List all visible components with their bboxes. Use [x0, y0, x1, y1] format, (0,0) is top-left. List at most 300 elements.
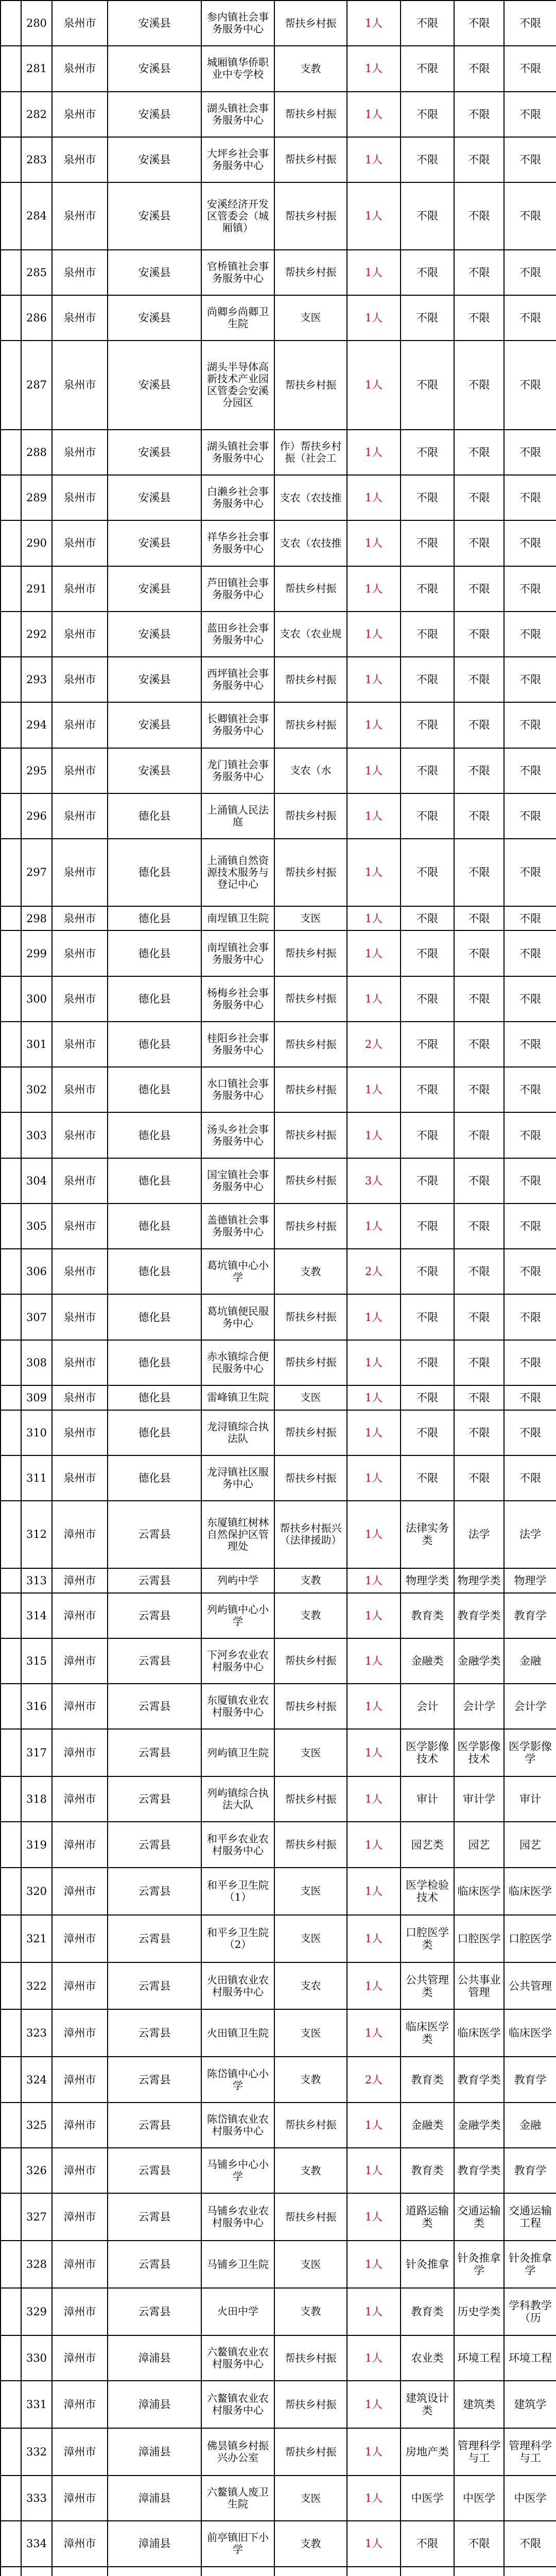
table-row	[1, 2009, 556, 2057]
city-cell: 漳州市	[52, 1776, 108, 1822]
service-unit-cell: 湖头半导体高新技术产业园区管委会安溪分园区	[201, 341, 274, 430]
county-cell: 云霄县	[108, 2009, 201, 2057]
master-major-cell: 中医学	[504, 2476, 556, 2521]
service-type-cell: 帮扶乡村振	[274, 341, 347, 430]
vocational-major-cell: 不限	[401, 1455, 454, 1501]
row-number-cell: 297	[21, 839, 52, 906]
service-type-cell: 帮扶乡村振	[274, 1022, 347, 1067]
city-cell: 漳州市	[52, 2335, 108, 2381]
bachelor-major-cell: 教育学类	[454, 2148, 504, 2193]
master-major-cell: 临床医学	[504, 2009, 556, 2057]
row-number-cell: 303	[21, 1112, 52, 1158]
row-margin	[1, 1684, 21, 1729]
service-unit-cell: 龙门镇社会事务服务中心	[201, 748, 274, 793]
row-margin	[1, 92, 21, 137]
vocational-major-cell: 中医学	[401, 2476, 454, 2521]
headcount-cell: 1人	[347, 475, 401, 520]
county-cell: 德化县	[108, 1455, 201, 1501]
row-margin	[1, 748, 21, 793]
county-cell: 安溪县	[108, 475, 201, 520]
table-row	[1, 92, 556, 137]
county-cell: 德化县	[108, 1385, 201, 1410]
city-cell: 泉州市	[52, 702, 108, 748]
city-cell: 泉州市	[52, 1158, 108, 1204]
city-cell: 泉州市	[52, 1112, 108, 1158]
headcount-cell: 1人	[347, 1568, 401, 1593]
master-major-cell: 学科教学（历	[504, 2288, 556, 2335]
master-major-cell: 不限	[504, 46, 556, 91]
row-number-cell: 290	[21, 520, 52, 566]
bachelor-major-cell: 不限	[454, 1455, 504, 1501]
table-row	[1, 1684, 556, 1729]
headcount-cell: 1人	[347, 976, 401, 1022]
city-cell: 漳州市	[52, 2241, 108, 2288]
headcount-cell: 1人	[347, 1776, 401, 1822]
master-major-cell: 不限	[504, 1455, 556, 1501]
city-cell: 漳州市	[52, 2103, 108, 2148]
vocational-major-cell: 不限	[401, 976, 454, 1022]
county-cell: 云霄县	[108, 1568, 201, 1593]
master-major-cell: 不限	[504, 702, 556, 748]
county-cell: 安溪县	[108, 46, 201, 91]
county-cell: 云霄县	[108, 2241, 201, 2288]
service-type-cell: 帮扶乡村振	[274, 702, 347, 748]
city-cell: 漳州市	[52, 1729, 108, 1776]
headcount-cell: 1人	[347, 2288, 401, 2335]
vocational-major-cell: 不限	[401, 1022, 454, 1067]
row-number-cell: 304	[21, 1158, 52, 1204]
headcount-cell: 1人	[347, 2476, 401, 2521]
city-cell: 漳州市	[52, 1822, 108, 1867]
vocational-major-cell: 不限	[401, 930, 454, 976]
master-major-cell: 公共管理	[504, 1962, 556, 2010]
service-unit-cell: 列屿镇综合执法大队	[201, 1776, 274, 1822]
table-row	[1, 976, 556, 1022]
headcount-cell: 1人	[347, 2009, 401, 2057]
service-unit-cell: 龙浔镇社区服务中心	[201, 1455, 274, 1501]
row-number-cell: 296	[21, 793, 52, 839]
headcount-cell: 1人	[347, 46, 401, 91]
row-margin	[1, 430, 21, 475]
vocational-major-cell: 农业类	[401, 2335, 454, 2381]
service-type-cell: 帮扶乡村振	[274, 2103, 347, 2148]
bachelor-major-cell: 不限	[454, 793, 504, 839]
master-major-cell: 交通运输工程	[504, 2193, 556, 2241]
vocational-major-cell: 口腔医学类	[401, 1915, 454, 1962]
row-number-cell: 300	[21, 976, 52, 1022]
city-cell: 泉州市	[52, 1340, 108, 1385]
county-cell: 安溪县	[108, 430, 201, 475]
bachelor-major-cell: 临床医学	[454, 2009, 504, 2057]
master-major-cell: 不限	[504, 1410, 556, 1455]
table-row	[1, 1340, 556, 1385]
county-cell: 安溪县	[108, 92, 201, 137]
table-row	[1, 2335, 556, 2381]
table-row	[1, 250, 556, 295]
headcount-cell: 1人	[347, 702, 401, 748]
headcount-cell: 1人	[347, 341, 401, 430]
vocational-major-cell: 不限	[401, 657, 454, 702]
city-cell: 泉州市	[52, 1067, 108, 1112]
headcount-cell: 1人	[347, 1067, 401, 1112]
service-type-cell: 帮扶乡村振	[274, 1638, 347, 1684]
city-cell: 泉州市	[52, 520, 108, 566]
county-cell: 德化县	[108, 976, 201, 1022]
master-major-cell: 口腔医学	[504, 1915, 556, 1962]
table-row	[1, 46, 556, 91]
row-margin	[1, 976, 21, 1022]
table-row	[1, 520, 556, 566]
headcount-cell: 1人	[347, 250, 401, 295]
master-major-cell: 环境工程	[504, 2335, 556, 2381]
row-margin	[1, 2241, 21, 2288]
bachelor-major-cell: 环境工程	[454, 2335, 504, 2381]
table-row	[1, 930, 556, 976]
row-number-cell: 301	[21, 1022, 52, 1067]
city-cell: 泉州市	[52, 930, 108, 976]
service-unit-cell: 上涌镇自然资源技术服务与登记中心	[201, 839, 274, 906]
row-margin	[1, 475, 21, 520]
county-cell: 德化县	[108, 1410, 201, 1455]
vocational-major-cell: 不限	[401, 1340, 454, 1385]
master-major-cell: 不限	[504, 520, 556, 566]
master-major-cell: 针灸推拿学	[504, 2241, 556, 2288]
city-cell: 漳州市	[52, 1868, 108, 1915]
vocational-major-cell: 不限	[401, 92, 454, 137]
row-margin	[1, 1067, 21, 1112]
master-major-cell: 不限	[504, 137, 556, 182]
master-major-cell: 不限	[504, 1022, 556, 1067]
city-cell: 漳州市	[52, 2476, 108, 2521]
city-cell: 泉州市	[52, 793, 108, 839]
service-unit-cell: 白濑乡社会事务服务中心	[201, 475, 274, 520]
master-major-cell: 不限	[504, 295, 556, 341]
bachelor-major-cell: 不限	[454, 2521, 504, 2566]
county-cell: 德化县	[108, 1249, 201, 1294]
city-cell: 泉州市	[52, 1022, 108, 1067]
county-cell	[108, 2567, 201, 2576]
bachelor-major-cell: 不限	[454, 1067, 504, 1112]
row-number-cell: 319	[21, 1822, 52, 1867]
master-major-cell: 不限	[504, 2521, 556, 2566]
bachelor-major-cell: 园艺	[454, 1822, 504, 1867]
service-unit-cell: 前亭镇旧下小学	[201, 2521, 274, 2566]
service-unit-cell: 六鳌镇农业农村服务中心	[201, 2335, 274, 2381]
county-cell: 云霄县	[108, 2288, 201, 2335]
service-unit-cell: 六鳌镇人废卫生院	[201, 2476, 274, 2521]
bachelor-major-cell	[454, 2567, 504, 2576]
headcount-cell: 1人	[347, 1822, 401, 1867]
headcount-cell: 1人	[347, 657, 401, 702]
vocational-major-cell: 不限	[401, 1, 454, 46]
vocational-major-cell: 道路运输类	[401, 2193, 454, 2241]
service-type-cell: 支医	[274, 906, 347, 931]
row-number-cell: 330	[21, 2335, 52, 2381]
row-margin	[1, 2521, 21, 2566]
vocational-major-cell: 金融类	[401, 1638, 454, 1684]
bachelor-major-cell: 不限	[454, 430, 504, 475]
row-margin	[1, 2009, 21, 2057]
vocational-major-cell: 不限	[401, 1112, 454, 1158]
city-cell: 泉州市	[52, 1204, 108, 1249]
row-margin	[1, 1822, 21, 1867]
city-cell: 泉州市	[52, 475, 108, 520]
vocational-major-cell: 金融类	[401, 2103, 454, 2148]
headcount-cell: 1人	[347, 2521, 401, 2566]
headcount-cell: 1人	[347, 137, 401, 182]
service-type-cell: 支医	[274, 2476, 347, 2521]
row-number-cell: 281	[21, 46, 52, 91]
table-row	[1, 341, 556, 430]
vocational-major-cell: 医学影像技术	[401, 1729, 454, 1776]
headcount-cell: 1人	[347, 2428, 401, 2476]
service-type-cell: 支医	[274, 1385, 347, 1410]
row-margin	[1, 1385, 21, 1410]
service-type-cell: 帮扶乡村振	[274, 1067, 347, 1112]
row-margin	[1, 2567, 21, 2576]
master-major-cell: 不限	[504, 1340, 556, 1385]
table-row	[1, 2567, 556, 2576]
service-type-cell: 帮扶乡村振	[274, 1776, 347, 1822]
row-number-cell: 298	[21, 906, 52, 931]
city-cell: 泉州市	[52, 1, 108, 46]
bachelor-major-cell: 不限	[454, 1294, 504, 1340]
service-type-cell: 支农（水	[274, 748, 347, 793]
bachelor-major-cell: 不限	[454, 612, 504, 657]
master-major-cell: 不限	[504, 1112, 556, 1158]
row-number-cell: 283	[21, 137, 52, 182]
master-major-cell: 不限	[504, 341, 556, 430]
master-major-cell: 不限	[504, 976, 556, 1022]
vocational-major-cell: 不限	[401, 612, 454, 657]
row-number-cell: 323	[21, 2009, 52, 2057]
vocational-major-cell: 不限	[401, 702, 454, 748]
county-cell: 安溪县	[108, 520, 201, 566]
master-major-cell: 不限	[504, 930, 556, 976]
vocational-major-cell: 审计	[401, 1776, 454, 1822]
vocational-major-cell: 教育类	[401, 2148, 454, 2193]
service-type-cell: 帮扶乡村振兴（法律援助）	[274, 1501, 347, 1568]
service-unit-cell: 上涌镇人民法庭	[201, 793, 274, 839]
row-margin	[1, 1340, 21, 1385]
row-margin	[1, 1638, 21, 1684]
city-cell: 泉州市	[52, 250, 108, 295]
service-unit-cell: 桂阳乡社会事务服务中心	[201, 1022, 274, 1067]
service-unit-cell: 和平乡卫生院（1）	[201, 1868, 274, 1915]
master-major-cell: 金融	[504, 1638, 556, 1684]
table-row	[1, 1455, 556, 1501]
row-margin	[1, 1568, 21, 1593]
row-margin	[1, 657, 21, 702]
bachelor-major-cell: 管理科学与工	[454, 2428, 504, 2476]
service-type-cell: 帮扶乡村振	[274, 137, 347, 182]
service-type-cell: 支农（农技推	[274, 475, 347, 520]
row-margin	[1, 1501, 21, 1568]
vocational-major-cell: 公共管理类	[401, 1962, 454, 2010]
row-margin	[1, 2335, 21, 2381]
row-margin	[1, 2428, 21, 2476]
master-major-cell: 不限	[504, 566, 556, 612]
service-unit-cell: 长卿镇社会事务服务中心	[201, 702, 274, 748]
county-cell: 德化县	[108, 793, 201, 839]
row-number-cell: 302	[21, 1067, 52, 1112]
vocational-major-cell: 不限	[401, 1385, 454, 1410]
bachelor-major-cell: 不限	[454, 657, 504, 702]
vocational-major-cell: 不限	[401, 137, 454, 182]
table-row	[1, 1112, 556, 1158]
headcount-cell: 1人	[347, 1638, 401, 1684]
service-type-cell: 支医	[274, 1915, 347, 1962]
bachelor-major-cell: 不限	[454, 520, 504, 566]
row-number-cell: 286	[21, 295, 52, 341]
row-number-cell: 307	[21, 1294, 52, 1340]
headcount-cell: 2人	[347, 2057, 401, 2102]
service-type-cell: 帮扶乡村振	[274, 182, 347, 250]
service-type-cell: 支医	[274, 1729, 347, 1776]
master-major-cell: 不限	[504, 657, 556, 702]
bachelor-major-cell: 会计学	[454, 1684, 504, 1729]
row-number-cell: 285	[21, 250, 52, 295]
county-cell: 德化县	[108, 1158, 201, 1204]
service-type-cell: 帮扶乡村振	[274, 1294, 347, 1340]
row-number-cell: 320	[21, 1868, 52, 1915]
vocational-major-cell: 不限	[401, 250, 454, 295]
service-unit-cell: 蓝田乡社会事务服务中心	[201, 612, 274, 657]
master-major-cell	[504, 2567, 556, 2576]
row-number-cell: 287	[21, 341, 52, 430]
headcount-cell: 2人	[347, 1249, 401, 1294]
service-type-cell: 帮扶乡村振	[274, 566, 347, 612]
service-unit-cell: 和平乡农业农村服务中心	[201, 1822, 274, 1867]
table-row	[1, 1, 556, 46]
city-cell	[52, 2567, 108, 2576]
service-type-cell: 支医	[274, 2241, 347, 2288]
row-number-cell: 293	[21, 657, 52, 702]
bachelor-major-cell: 金融学类	[454, 2103, 504, 2148]
service-type-cell: 帮扶乡村振	[274, 1340, 347, 1385]
row-number-cell: 292	[21, 612, 52, 657]
vocational-major-cell: 不限	[401, 839, 454, 906]
service-unit-cell: 尚卿乡尚卿卫生院	[201, 295, 274, 341]
headcount-cell: 1人	[347, 92, 401, 137]
city-cell: 漳州市	[52, 1915, 108, 1962]
county-cell: 德化县	[108, 1204, 201, 1249]
vocational-major-cell: 不限	[401, 1410, 454, 1455]
row-margin	[1, 1593, 21, 1638]
table-row	[1, 2241, 556, 2288]
headcount-cell: 1人	[347, 2193, 401, 2241]
county-cell: 云霄县	[108, 1501, 201, 1568]
vocational-major-cell: 不限	[401, 182, 454, 250]
master-major-cell: 临床医学	[504, 1868, 556, 1915]
city-cell: 泉州市	[52, 430, 108, 475]
bachelor-major-cell: 不限	[454, 1340, 504, 1385]
service-unit-cell: 雷峰镇卫生院	[201, 1385, 274, 1410]
service-type-cell: 帮扶乡村振	[274, 976, 347, 1022]
service-unit-cell: 盖德镇社会事务服务中心	[201, 1204, 274, 1249]
service-unit-cell: 下河乡农业农村服务中心	[201, 1638, 274, 1684]
master-major-cell: 不限	[504, 1204, 556, 1249]
headcount-cell: 1人	[347, 1385, 401, 1410]
service-unit-cell: 佛昙镇乡村振兴办公室	[201, 2428, 274, 2476]
vocational-major-cell: 不限	[401, 341, 454, 430]
vocational-major-cell: 教育类	[401, 2288, 454, 2335]
service-type-cell: 帮扶乡村振	[274, 2335, 347, 2381]
master-major-cell: 不限	[504, 1294, 556, 1340]
row-margin	[1, 1915, 21, 1962]
vocational-major-cell: 物理学类	[401, 1568, 454, 1593]
county-cell: 德化县	[108, 1294, 201, 1340]
county-cell: 云霄县	[108, 1915, 201, 1962]
table-row	[1, 748, 556, 793]
county-cell: 安溪县	[108, 137, 201, 182]
row-margin	[1, 295, 21, 341]
row-margin	[1, 520, 21, 566]
service-type-cell: 帮扶乡村振	[274, 1684, 347, 1729]
row-number-cell: 328	[21, 2241, 52, 2288]
headcount-cell: 1人	[347, 1112, 401, 1158]
master-major-cell: 不限	[504, 906, 556, 931]
headcount-cell: 1人	[347, 748, 401, 793]
vocational-major-cell: 房地产类	[401, 2428, 454, 2476]
table-row	[1, 182, 556, 250]
table-row	[1, 1962, 556, 2010]
table-row	[1, 1776, 556, 1822]
bachelor-major-cell: 不限	[454, 906, 504, 931]
table-row	[1, 566, 556, 612]
county-cell: 云霄县	[108, 2103, 201, 2148]
bachelor-major-cell: 不限	[454, 1385, 504, 1410]
row-number-cell: 284	[21, 182, 52, 250]
service-unit-cell: 大坪乡社会事务服务中心	[201, 137, 274, 182]
table-row	[1, 2103, 556, 2148]
vocational-major-cell: 不限	[401, 430, 454, 475]
service-type-cell: 帮扶乡村振	[274, 1455, 347, 1501]
service-unit-cell: 列屿中学	[201, 1568, 274, 1593]
county-cell: 云霄县	[108, 1776, 201, 1822]
vocational-major-cell: 不限	[401, 46, 454, 91]
service-type-cell: 支农	[274, 1962, 347, 2010]
row-margin	[1, 250, 21, 295]
service-type-cell: 支教	[274, 2288, 347, 2335]
headcount-cell: 1人	[347, 1455, 401, 1501]
service-type-cell: 支教	[274, 1593, 347, 1638]
service-unit-cell: 西坪镇社会事务服务中心	[201, 657, 274, 702]
row-number-cell: 327	[21, 2193, 52, 2241]
headcount-cell: 1人	[347, 2335, 401, 2381]
headcount-cell: 1人	[347, 1684, 401, 1729]
bachelor-major-cell: 不限	[454, 702, 504, 748]
city-cell: 漳州市	[52, 1593, 108, 1638]
master-major-cell: 物理学	[504, 1568, 556, 1593]
county-cell: 云霄县	[108, 1822, 201, 1867]
county-cell: 德化县	[108, 1112, 201, 1158]
service-type-cell: 帮扶乡村振	[274, 1158, 347, 1204]
table-row	[1, 2428, 556, 2476]
row-margin	[1, 1022, 21, 1067]
county-cell: 云霄县	[108, 1729, 201, 1776]
row-number-cell: 295	[21, 748, 52, 793]
service-unit-cell: 东厦镇红树林自然保护区管理处	[201, 1501, 274, 1568]
service-unit-cell: 马铺乡卫生院	[201, 2241, 274, 2288]
table-row	[1, 839, 556, 906]
headcount-cell: 1人	[347, 839, 401, 906]
master-major-cell: 不限	[504, 1385, 556, 1410]
table-row	[1, 295, 556, 341]
row-margin	[1, 839, 21, 906]
row-margin	[1, 2381, 21, 2428]
table-row	[1, 1067, 556, 1112]
